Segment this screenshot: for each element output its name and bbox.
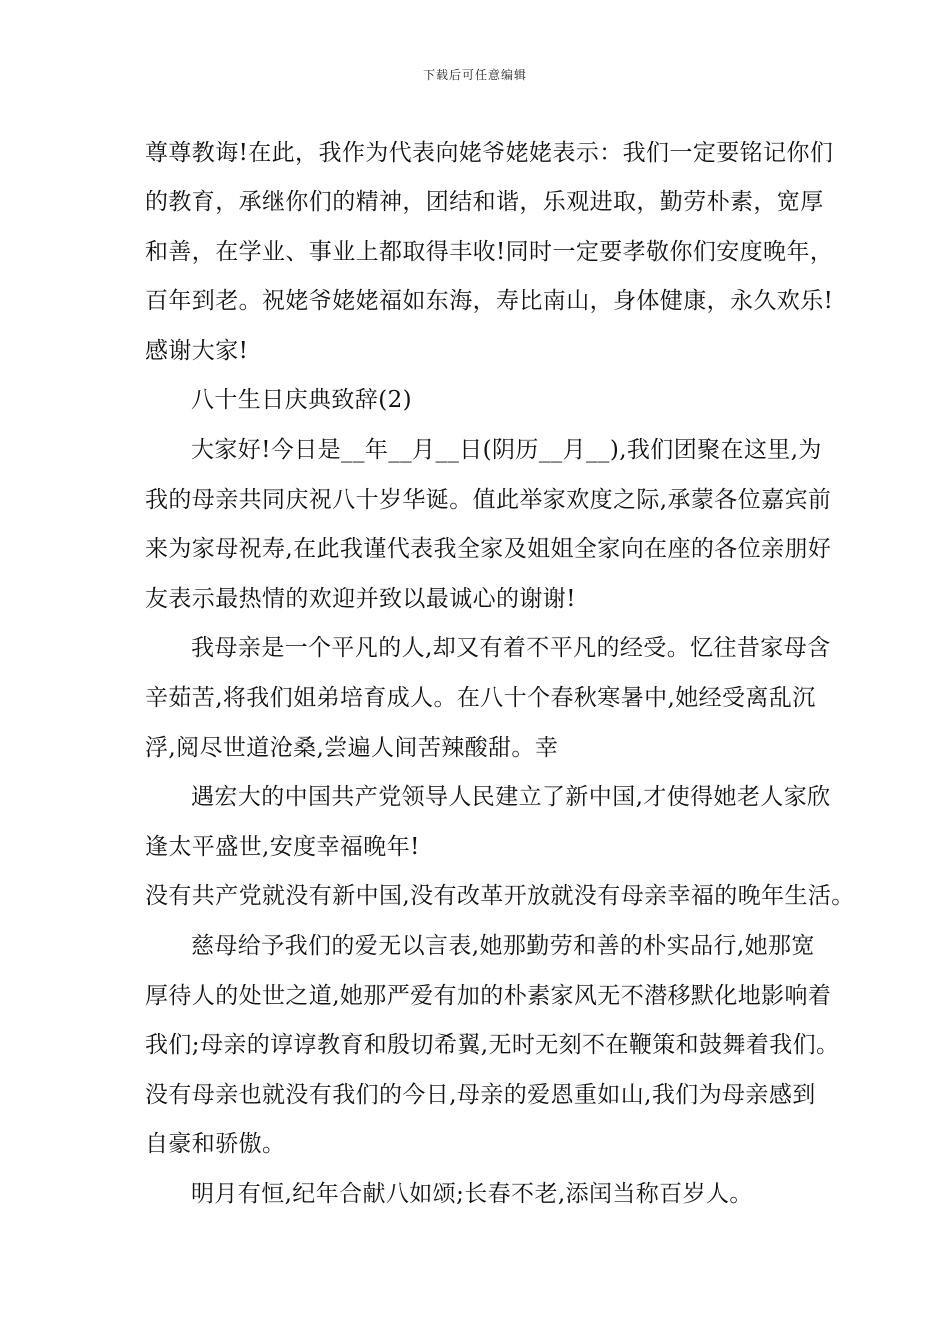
text-line: 我们;母亲的谆谆教育和殷切希翼,无时无刻不在鞭策和鼓舞着我们。: [145, 1032, 840, 1058]
text-line: 自豪和骄傲。: [145, 1131, 286, 1157]
text-line: 的教育，承继你们的精神，团结和谐，乐观进取，勤劳朴素，宽厚: [145, 189, 824, 215]
section-title: 八十生日庆典致辞(2): [191, 387, 412, 413]
text-line: 厚待人的处世之道,她那严爱有加的朴素家风无不潜移默化地影响着: [145, 983, 832, 1009]
text-line: 尊尊教诲!在此，我作为代表向姥爷姥姥表示：我们一定要铭记你们: [145, 140, 834, 166]
text-line: 来为家母祝寿,在此我谨代表我全家及姐姐全家向在座的各位亲朋好: [145, 536, 832, 562]
text-line: 没有共产党就没有新中国,没有改革开放就没有母亲幸福的晚年生活。: [145, 883, 855, 909]
text-line: 明月有恒,纪年合献八如颂;长春不老,添闰当称百岁人。: [191, 1181, 753, 1207]
page-header: 下载后可任意编辑: [422, 68, 527, 82]
text-line: 百年到老。祝姥爷姥姥福如东海，寿比南山，身体健康，永久欢乐!: [145, 288, 834, 314]
text-line: 辛茹苦,将我们姐弟培育成人。在八十个春秋寒暑中,她经受离乱沉: [145, 685, 816, 711]
text-line: 我母亲是一个平凡的人,却又有着不平凡的经受。忆往昔家母含: [191, 635, 831, 661]
text-line: 感谢大家!: [145, 338, 249, 364]
text-line: 逢太平盛世,安度幸福晚年!: [145, 834, 420, 860]
text-line: 遇宏大的中国共产党领导人民建立了新中国,才使得她老人家欣: [191, 784, 831, 810]
text-line: 没有母亲也就没有我们的今日,母亲的爱恩重如山,我们为母亲感到: [145, 1082, 816, 1108]
text-line: 友表示最热情的欢迎并致以最诚心的谢谢!: [145, 586, 576, 612]
text-line: 大家好!今日是__年__月__日(阴历__月__),我们团聚在这里,为: [191, 437, 822, 463]
text-line: 我的母亲共同庆祝八十岁华诞。值此举家欢度之际,承蒙各位嘉宾前: [145, 487, 832, 513]
text-line: 慈母给予我们的爱无以言表,她那勤劳和善的朴实品行,她那宽: [191, 933, 815, 959]
text-line: 浮,阅尽世道沧桑,尝遍人间苦辣酸甜。幸: [145, 735, 559, 761]
text-line: 和善，在学业、事业上都取得丰收!同时一定要孝敬你们安度晚年，: [145, 239, 834, 265]
